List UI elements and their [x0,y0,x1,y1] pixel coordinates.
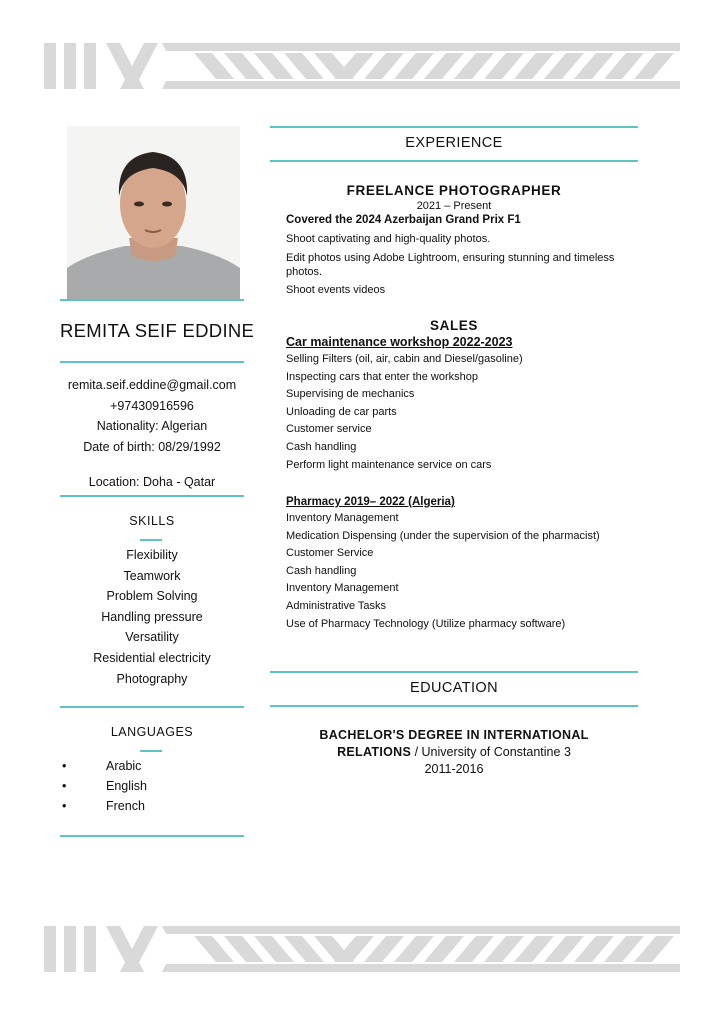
candidate-name: REMITA SEIF EDDINE [60,320,255,341]
experience-rule-bottom [270,160,638,162]
languages-divider [60,835,244,837]
skill-item: Teamwork [123,568,181,583]
skill-item: Handling pressure [101,609,203,624]
duty-line: Customer service [286,423,372,436]
email-text[interactable]: remita.seif.eddine@gmail.com [67,378,237,392]
education-entry [286,727,622,778]
duty-line: Selling Filters (oil, air, cabin and Diesel/gasoline) [286,353,523,365]
skills-divider [60,706,244,708]
sales-duties [286,351,626,474]
photo-divider [60,299,244,301]
language-label: English [106,779,147,794]
education-heading: EDUCATION [410,680,498,696]
dob-text: Date of birth: 08/29/1992 [83,439,221,454]
duty-line: Administrative Tasks [286,599,387,612]
languages-heading: LANGUAGES [110,725,194,739]
duty-line: Use of Pharmacy Technology (Utilize pharmacy software) [286,617,566,630]
school-name: / University of Constantine 3 [411,745,571,759]
pharmacy-duties [286,510,626,633]
duty-line: Shoot captivating and high-quality photos. [286,233,491,245]
duty-line: Cash handling [286,564,357,577]
duty-line: Cash handling [286,440,357,453]
bullet-icon: • [62,759,67,773]
language-item [60,796,244,816]
skill-item: Problem Solving [106,589,198,604]
skills-heading-underline [140,539,162,541]
language-label: French [106,799,145,814]
freelance-highlight: Covered the 2024 Azerbaijan Grand Prix F1 [286,214,521,226]
contact-divider [60,495,244,497]
freelance-title: FREELANCE PHOTOGRAPHER [346,183,562,198]
phone-text[interactable]: +97430916596 [110,398,194,413]
duty-line: Inspecting cars that enter the workshop [286,370,478,383]
skill-item: Residential electricity [93,650,211,665]
bullet-icon: • [62,779,67,794]
sales-subtitle: Car maintenance workshop 2022-2023 [286,335,513,349]
contact-info [60,375,244,457]
skill-item: Flexibility [126,548,178,562]
education-rule-bottom [270,705,638,707]
experience-rule-top [270,126,638,128]
duty-line: Inventory Management [286,582,399,595]
duty-line: Medication Dispensing (under the supervision of the pharmacist) [286,529,600,542]
duty-line: Edit photos using Adobe Lightroom, ensuring stunning and timeless photos. [286,251,615,278]
freelance-duties [286,231,626,299]
location-text: Location: Doha - Qatar [88,475,216,489]
degree-line-1: BACHELOR'S DEGREE IN INTERNATIONAL [319,728,589,742]
skills-heading: SKILLS [129,514,175,528]
language-item [60,756,244,776]
duty-line: Unloading de car parts [286,405,397,418]
duty-line: Customer Service [286,547,374,560]
duty-line: Perform light maintenance service on cars [286,458,492,471]
duty-line: Shoot events videos [286,283,386,296]
skill-item: Versatility [125,630,179,645]
education-years: 2011-2016 [424,762,484,776]
degree-line-2: RELATIONS [337,745,412,759]
pharmacy-subtitle: Pharmacy 2019– 2022 (Algeria) [286,496,455,508]
sales-title: SALES [429,318,478,333]
nationality-text: Nationality: Algerian [96,419,208,433]
decorative-band-top [44,43,680,89]
experience-heading: EXPERIENCE [405,135,503,151]
decorative-band-bottom [44,926,680,972]
languages-list [60,756,244,817]
duty-line: Supervising de mechanics [286,388,415,401]
profile-photo [67,126,240,299]
languages-heading-underline [140,750,162,752]
skill-item: Photography [116,671,188,686]
bullet-icon: • [62,799,67,814]
language-item [60,776,244,796]
name-divider [60,361,244,363]
freelance-dates: 2021 – Present [416,200,492,212]
duty-line: Inventory Management [286,512,399,524]
language-label: Arabic [106,759,142,773]
skills-list [60,545,244,689]
education-rule-top [270,671,638,673]
